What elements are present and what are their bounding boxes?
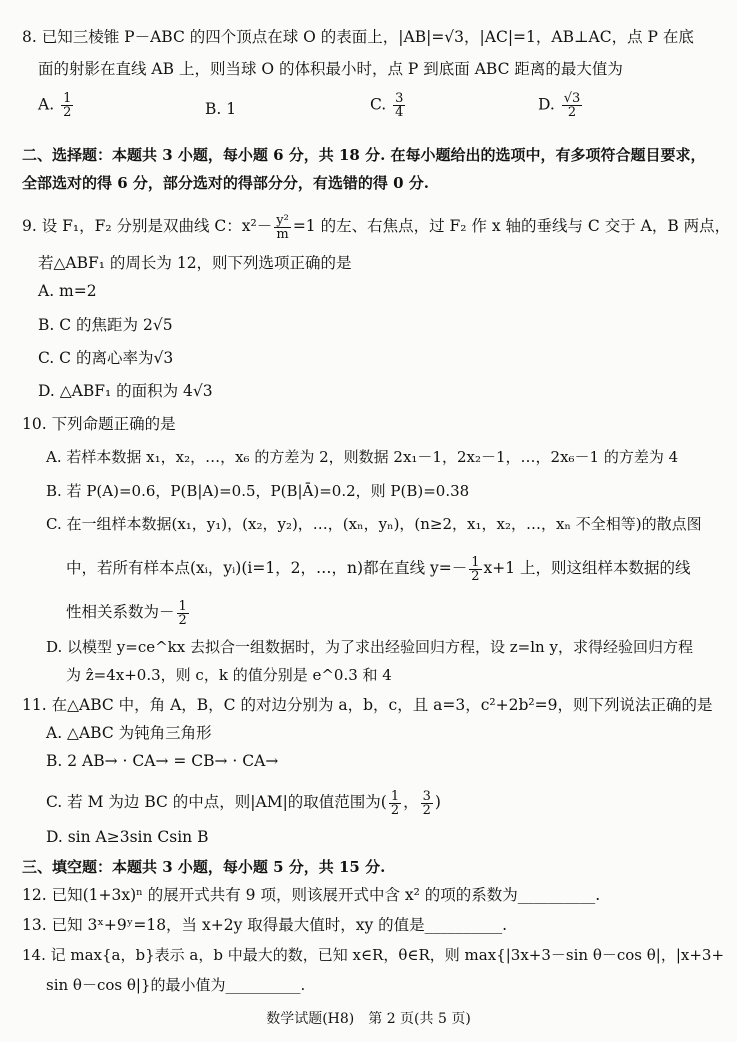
q8-line-2: 面的射影在直线 AB 上，则当球 O 的体积最小时，点 P 到底面 ABC 距离的最大值为 bbox=[38, 60, 623, 78]
q8-option-d bbox=[538, 92, 584, 119]
q13: 13. 已知 3ˣ+9ʸ=18，当 x+2y 取得最大值时，xy 的值是__________. bbox=[22, 916, 508, 934]
q14-line-1: 14. 记 max{a，b}表示 a，b 中最大的数，已知 x∈R，θ∈R，则 max{|3x+3－sin θ－cos θ|，|x+3+ bbox=[22, 946, 725, 964]
q8-option-c-label: C. bbox=[370, 95, 387, 114]
q8-option-d-fraction bbox=[562, 92, 583, 119]
q11-option-b: B. 2 AB→ · CA→ = CB→ · CA→ bbox=[46, 752, 279, 770]
q9-stem-part-b: =1 的左、右焦点，过 F₂ 作 x 轴的垂线与 C 交于 A，B 两点， bbox=[292, 217, 731, 235]
q10-c2-den: 2 bbox=[471, 568, 480, 584]
q10-stem: 10. 下列命题正确的是 bbox=[22, 415, 176, 433]
q10-c2-part-b: x+1 上，则这组样本数据的线 bbox=[483, 559, 691, 577]
q10-option-d-line-2: 为 ẑ=4x+0.3，则 c，k 的值分别是 e^0.3 和 4 bbox=[66, 666, 392, 684]
q9-option-d: D. △ABF₁ 的面积为 4√3 bbox=[38, 382, 213, 400]
q9-frac-num: y² bbox=[276, 212, 289, 228]
q10-option-c-line-3 bbox=[66, 592, 191, 632]
q8-option-d-den: 2 bbox=[567, 105, 577, 120]
q8-option-a-label: A. bbox=[38, 95, 55, 114]
q10-option-c-line-2 bbox=[66, 548, 691, 588]
q9-option-a: A. m=2 bbox=[38, 282, 97, 300]
q11-c-fraction-1 bbox=[389, 790, 401, 817]
q10-option-b: B. 若 P(A)=0.6，P(B|A)=0.5，P(B|Ā)=0.2，则 P(B)=0.38 bbox=[46, 482, 470, 500]
q10-c3-den: 2 bbox=[178, 612, 187, 628]
q8-option-a bbox=[38, 92, 75, 119]
q10-c2-fraction bbox=[469, 556, 481, 583]
q9-option-b: B. C 的焦距为 2√5 bbox=[38, 316, 173, 334]
q9-stem-part-a: 9. 设 F₁，F₂ 分别是双曲线 C：x²－ bbox=[22, 217, 273, 235]
q8-option-a-num: 1 bbox=[63, 91, 72, 106]
q10-c3-fraction bbox=[177, 600, 189, 627]
q11-c-part-a: C. 若 M 为边 BC 的中点，则|AM|的取值范围为( bbox=[46, 793, 387, 811]
q9-option-c: C. C 的离心率为√3 bbox=[38, 349, 174, 367]
q12: 12. 已知(1+3x)ⁿ 的展开式共有 9 项，则该展开式中含 x² 的项的系数为__________. bbox=[22, 886, 601, 904]
q11-c-num-1: 1 bbox=[390, 788, 400, 804]
q8-option-c-fraction bbox=[393, 92, 405, 119]
q11-c-fraction-2 bbox=[421, 790, 433, 817]
q9-fraction bbox=[274, 214, 291, 241]
q10-option-a: A. 若样本数据 x₁，x₂，…，x₆ 的方差为 2，则数据 2x₁－1，2x₂－1，…，2x₆－1 的方差为 4 bbox=[46, 448, 679, 466]
q11-c-num-2: 3 bbox=[422, 788, 431, 804]
q10-c2-num: 1 bbox=[471, 554, 480, 570]
q8-line-1: 8. 已知三棱锥 P－ABC 的四个顶点在球 O 的表面上，|AB|=√3，|AC|=1，AB⊥AC，点 P 在底 bbox=[22, 28, 694, 46]
q9-stem-line-1 bbox=[22, 206, 730, 246]
q10-c3-num: 1 bbox=[178, 598, 187, 614]
q10-c3-part-a: 性相关系数为－ bbox=[66, 603, 175, 621]
q8-option-c bbox=[370, 92, 407, 119]
q10-c2-part-a: 中，若所有样本点(xᵢ，yᵢ)(i=1，2，…，n)都在直线 y=－ bbox=[66, 559, 468, 577]
q11-c-separator: ， bbox=[403, 793, 419, 811]
q11-option-d: D. sin A≥3sin Csin B bbox=[46, 828, 209, 846]
q11-option-a: A. △ABC 为钝角三角形 bbox=[46, 724, 212, 742]
q14-line-2: sin θ－cos θ|}的最小值为__________. bbox=[46, 976, 306, 994]
q8-option-c-den: 4 bbox=[395, 105, 404, 120]
q8-option-a-den: 2 bbox=[63, 105, 72, 120]
q8-option-b-label: B. bbox=[205, 100, 222, 118]
q10-option-d-line-1: D. 以模型 y=ce^kx 去拟合一组数据时，为了求出经验回归方程，设 z=ln y，求得经验回归方程 bbox=[46, 638, 693, 656]
q11-c-den-2: 2 bbox=[422, 802, 431, 818]
section-3-heading: 三、填空题：本题共 3 小题，每小题 5 分，共 15 分. bbox=[22, 858, 386, 876]
q8-option-c-num: 3 bbox=[395, 91, 404, 106]
page-footer: 数学试题(H8) 第 2 页(共 5 页) bbox=[266, 1011, 471, 1027]
q9-frac-den: m bbox=[276, 226, 289, 242]
q8-option-d-label: D. bbox=[538, 95, 555, 114]
section-2-heading-line-1: 二、选择题：本题共 3 小题，每小题 6 分，共 18 分. 在每小题给出的选项中，有多项符合题目要求， bbox=[22, 146, 706, 164]
section-2-heading-line-2: 全部选对的得 6 分，部分选对的得部分分，有选错的得 0 分. bbox=[22, 174, 429, 192]
q11-option-c bbox=[46, 782, 441, 822]
q8-option-b bbox=[205, 100, 236, 118]
q8-option-a-fraction bbox=[61, 92, 73, 119]
q10-option-c-line-1: C. 在一组样本数据(x₁，y₁)，(x₂，y₂)，…，(xₙ，yₙ)，(n≥2，x₁，x₂，…，xₙ 不全相等)的散点图 bbox=[46, 515, 702, 533]
q8-option-d-num: √3 bbox=[563, 91, 581, 106]
q11-c-part-b: ) bbox=[434, 793, 441, 811]
q8-option-b-value: 1 bbox=[226, 100, 237, 118]
q11-stem: 11. 在△ABC 中，角 A，B，C 的对边分别为 a，b，c，且 a=3，c²+2b²=9，则下列说法正确的是 bbox=[22, 696, 713, 714]
q11-c-den-1: 2 bbox=[390, 802, 400, 818]
q9-stem-line-2: 若△ABF₁ 的周长为 12，则下列选项正确的是 bbox=[38, 254, 352, 272]
